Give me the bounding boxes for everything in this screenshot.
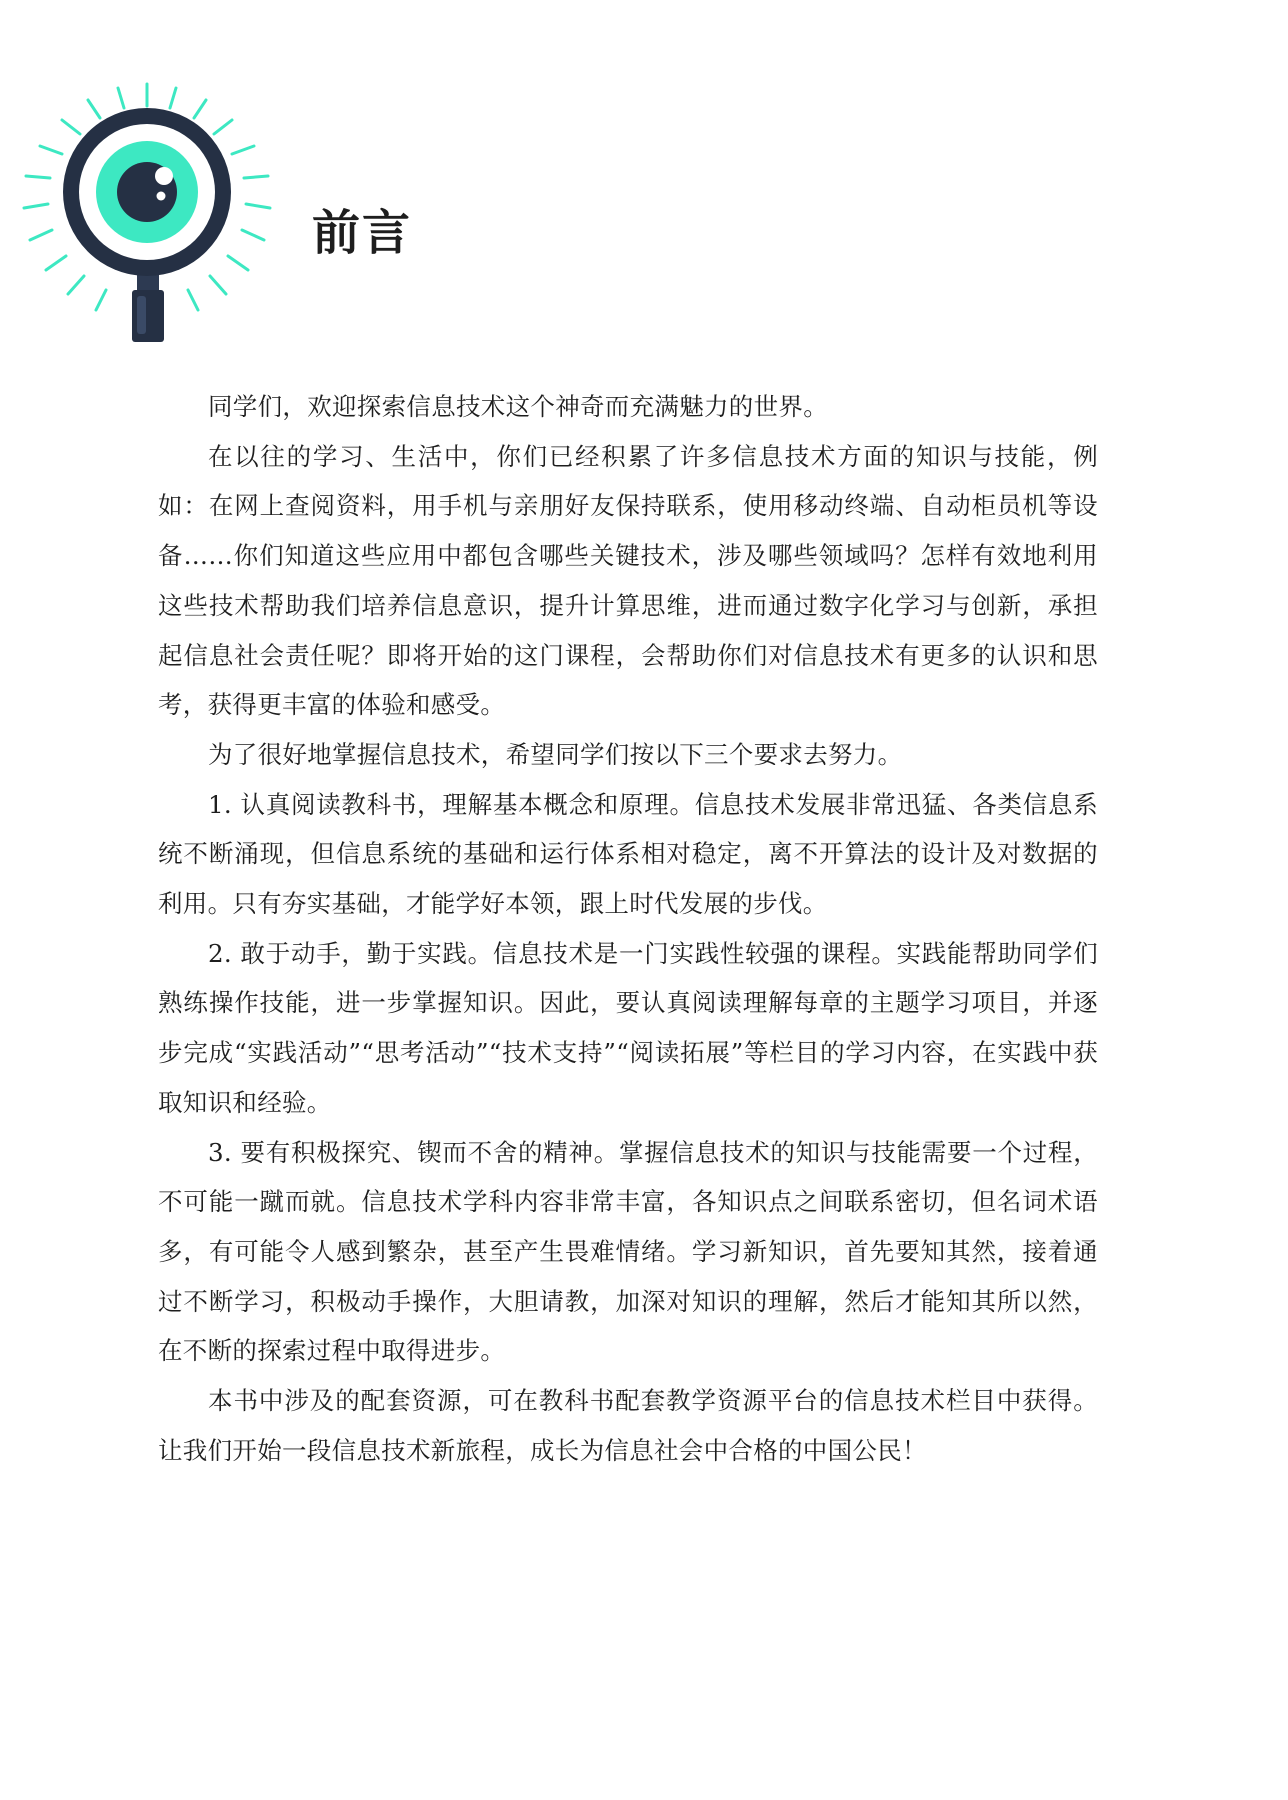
paragraph-greeting: 同学们，欢迎探索信息技术这个神奇而充满魅力的世界。 [208,392,828,421]
preface-body [158,382,1098,1475]
paragraph-requirement-3: 3. 要有积极探究、锲而不舍的精神。掌握信息技术的知识与技能需要一个过程，不可能一蹴而就。信息技术学科内容非常丰富，各知识点之间联系密切，但名词术语多，有可能令人感到繁杂，甚至产生畏难情绪。学习新知识，首先要知其然，接着通过不断学习，积极动手操作，大胆请教，加深对知识的理解，然后才能知其所以然，在不断的探索过程中取得进步。 [158,1137,1098,1366]
paragraph-requirement-1: 1. 认真阅读教科书，理解基本概念和原理。信息技术发展非常迅猛、各类信息系统不断涌现，但信息系统的基础和运行体系相对稳定，离不开算法的设计及对数据的利用。只有夯实基础，才能学好本领，跟上时代发展的步伐。 [158,789,1098,919]
paragraph-introduction: 在以往的学习、生活中，你们已经积累了许多信息技术方面的知识与技能，例如：在网上查阅资料，用手机与亲朋好友保持联系，使用移动终端、自动柜员机等设备……你们知道这些应用中都包含哪些关键技术，涉及哪些领域吗？怎样有效地利用这些技术帮助我们培养信息意识，提升计算思维，进而通过数字化学习与创新，承担起信息社会责任呢？即将开始的这门课程，会帮助你们对信息技术有更多的认识和思考，获得更丰富的体验和感受。 [158,441,1098,720]
paragraph-closing: 本书中涉及的配套资源，可在教科书配套教学资源平台的信息技术栏目中获得。让我们开始一段信息技术新旅程，成长为信息社会中合格的中国公民！ [158,1386,1098,1465]
page-title: 前言 [312,205,413,261]
magnifier-eye-icon [0,60,300,360]
paragraph-requirement-2: 2. 敢于动手，勤于实践。信息技术是一门实践性较强的课程。实践能帮助同学们熟练操作技能，进一步掌握知识。因此，要认真阅读理解每章的主题学习项目，并逐步完成“实践活动”“思考活动”“技术支持”“阅读拓展”等栏目的学习内容，在实践中获取知识和经验。 [158,938,1098,1117]
paragraph-requirements-intro: 为了很好地掌握信息技术，希望同学们按以下三个要求去努力。 [208,739,903,769]
